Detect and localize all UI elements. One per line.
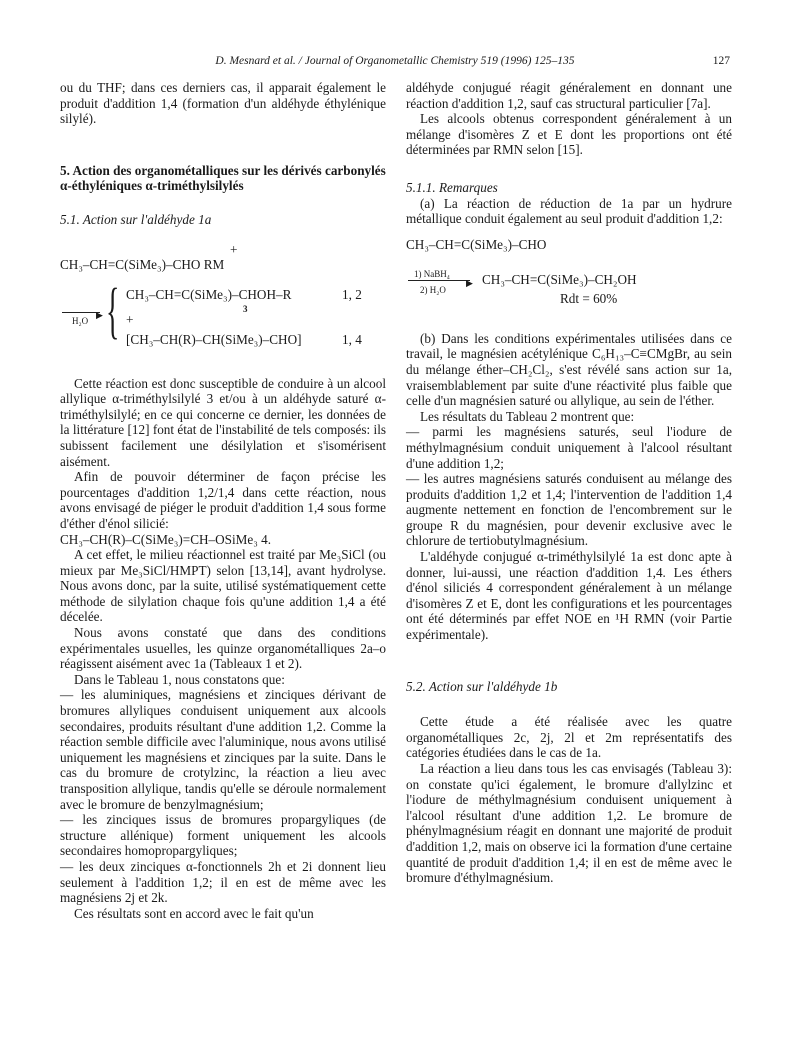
- reduction-arrowhead: ▶: [466, 277, 473, 288]
- list-item: — parmi les magnésiens saturés, seul l'iodure de méthylmagnésium conduit uniquement à l'alcool résultant d'une addition 1,2;: [406, 424, 732, 471]
- reduction-reactant: CH₃–CH=C(SiMe₃)–CHO: [406, 236, 547, 252]
- scheme-plus: +: [126, 311, 134, 327]
- paragraph: Cette réaction est donc susceptible de conduire à un alcool allylique α-triméthylsilylé 3 et/ou à un aldéhyde saturé α-triméthylsilylé; en ce qui concerne ce dernier, les données de la littérature [12] font état de l'instabilité de tels composés: ils subissent facilement une désilylation et s'isomérisent aisément.: [60, 375, 386, 469]
- reaction-scheme: [60, 228, 386, 376]
- scheme-arrowhead: ▶: [96, 309, 103, 320]
- scheme-plus-top: +: [230, 241, 238, 257]
- list-item: — les zinciques issus de bromures propargyliques (de structure allénique) forment uniquement les alcools secondaires homopropargyliques;: [60, 812, 386, 859]
- list-item: — les autres magnésiens saturés conduisent au mélange des produits d'addition 1,2 et 1,4; l'intervention de l'addition 1,4 augmente nettement en fonction de l'encombrement sur le groupe R du magnésien, pour devenir exclusive avec le chlorure de tertiobutylmagnésium.: [406, 471, 732, 549]
- paragraph: aldéhyde conjugué réagit généralement en donnant une réaction d'addition 1,2, sauf cas structural particulier [7a].: [406, 80, 732, 111]
- enol-ether-formula: CH₃–CH(R)–C(SiMe₃)=CH–OSiMe₃ 4.: [60, 531, 271, 547]
- paragraph: L'aldéhyde conjugué α-triméthylsilylé 1a est donc apte à donner, lui-aussi, une réaction d'addition 1,4. Les éthers d'énol siliciés 4 correspondent généralement à un mélange d'isomères Z et E, dont les configurations et les pourcentages ont été déterminés par effet NOE en ¹H RMN (voir Partie expérimentale).: [406, 549, 732, 643]
- scheme-reagent: H₂O: [72, 315, 89, 326]
- list-item: — les deux zinciques α-fonctionnels 2h et 2i donnent lieu seulement à l'addition 1,2; il en est de même avec les magnésiens 2j et 2k.: [60, 858, 386, 906]
- scheme-product-2: [CH₃–CH(R)–CH(SiMe₃)–CHO]: [126, 331, 302, 347]
- scheme-product-2-mode: 1, 4: [342, 331, 362, 347]
- paragraph: Nous avons constaté que dans des conditions expérimentales usuelles, les quinze organométalliques 2a–o réagissent aisément avec 1a (Tableaux 1 et 2).: [60, 625, 386, 672]
- paragraph: Ces résultats sont en accord avec le fait qu'un: [74, 905, 314, 921]
- subsection-title: 5.2. Action sur l'aldéhyde 1b: [406, 678, 558, 694]
- reduction-arrow: [408, 280, 470, 281]
- running-header: [60, 55, 730, 71]
- reduction-reagent-1: 1) NaBH₄: [414, 268, 450, 279]
- paragraph: Les alcools obtenus correspondent généralement à un mélange d'isomères Z et E dont les proportions ont été déterminées par RMN selon [15].: [406, 111, 732, 158]
- paragraph: ou du THF; dans ces derniers cas, il apparait également le produit d'addition 1,4 (formation d'un aldéhyde éthylénique silylé).: [60, 80, 386, 127]
- paragraph: A cet effet, le milieu réactionnel est traité par Me₃SiCl (ou mieux par Me₃SiCl/HMPT) selon [13,14], avant hydrolyse. Nous avons donc, par la suite, utilisé systématiquement cette méthode de silylation chaque fois qu'une addition 1,4 a été décelée.: [60, 547, 386, 625]
- reduction-scheme: [406, 227, 732, 331]
- list-item: — les aluminiques, magnésiens et zinciques dérivant de bromures allyliques conduisent uniquement aux alcools secondaires, produits résultant d'une addition 1,2. Comme la réaction semble difficile avec l'aluminique, nous avons utilisé uniquement les magnésiens et zinciques par la suite. Dans le cas du bromure de crotylzinc, la réaction a lieu avec transposition allylique, tandis qu'elle se déroule normalement avec le bromure de benzylmagnésium;: [60, 687, 386, 812]
- paragraph: Dans le Tableau 1, nous constatons que:: [74, 671, 285, 687]
- paragraph: La réaction a lieu dans tous les cas envisagés (Tableau 3): on constate qu'ici également, le bromure d'allylzinc et l'iodure de méthylmagnésium conduisent uniquement à l'alcool résultant d'une addition 1,2. Le bromure de phénylmagnésium réagit en donnant une majorité de produit d'addition 1,2, mais on observe ici la formation d'une certaine quantité de produit d'addition 1,4; il en est de même avec le bromure d'éthylmagnésium.: [406, 761, 732, 886]
- paragraph: Cette étude a été réalisée avec les quatre organométalliques 2c, 2j, 2l et 2m représentatifs des catégories étudiées dans le cas de 1a.: [406, 714, 732, 761]
- reduction-reagent-2: 2) H₂O: [420, 284, 446, 295]
- page-number: 127: [712, 55, 730, 67]
- scheme-product-1: CH₃–CH=C(SiMe₃)–CHOH–R: [126, 286, 292, 302]
- scheme-product-1-number: 3: [243, 303, 248, 314]
- journal-citation: D. Mesnard et al. / Journal of Organometallic Chemistry 519 (1996) 125–135: [215, 55, 575, 67]
- reduction-yield: Rdt = 60%: [560, 290, 618, 306]
- scheme-brace: {: [106, 276, 120, 345]
- section-title: 5. Action des organométalliques sur les dérivés carbonylés α-éthyléniques α-triméthylsilylés: [60, 162, 386, 194]
- paragraph: Les résultats du Tableau 2 montrent que:: [420, 408, 635, 424]
- right-column: [406, 80, 732, 886]
- scheme-arrow: [62, 312, 100, 313]
- paragraph: (b) Dans les conditions expérimentales utilisées dans ce travail, le magnésien acétylénique C₆H₁₃–C≡CMgBr, au sein du mélange éther–CH₂Cl₂, s'est révélé sans action sur 1a, vraisemblablement par suite d'une réactivité plus faible que celle d'un magnésien saturé ou allylique, au sein de l'éther.: [406, 330, 732, 409]
- scheme-product-1-mode: 1, 2: [342, 286, 362, 302]
- reduction-product: CH₃–CH=C(SiMe₃)–CH₂OH: [482, 271, 637, 287]
- left-column: [60, 80, 386, 921]
- scheme-reactant: CH₃–CH=C(SiMe₃)–CHO RM: [60, 256, 225, 272]
- paragraph: (a) La réaction de réduction de 1a par un hydrure métallique conduit également au seul produit d'addition 1,2:: [406, 195, 732, 227]
- subsection-title: 5.1. Action sur l'aldéhyde 1a: [60, 211, 212, 227]
- subsection-title: 5.1.1. Remarques: [406, 179, 498, 195]
- paragraph: Afin de pouvoir déterminer de façon précise les pourcentages d'addition 1,2/1,4 dans cette réaction, nous avons envisagé de piéger le produit d'addition 1,4 sous forme d'éther d'énol silicié:: [60, 469, 386, 531]
